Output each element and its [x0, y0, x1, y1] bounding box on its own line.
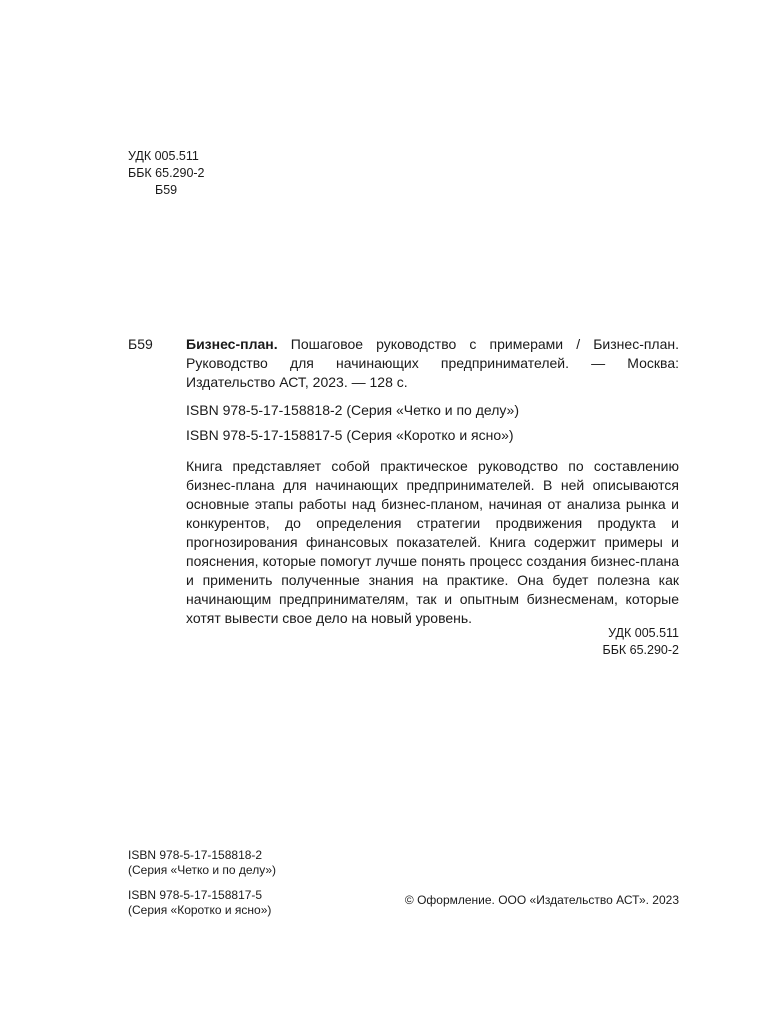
- bottom-classification-codes: [602, 625, 679, 659]
- isbn-line: ISBN 978-5-17-158817-5 (Серия «Коротко и ясно»): [186, 427, 514, 443]
- book-abstract: Книга представляет собой практическое руководство по составлению бизнес-плана для начинающих предпринимателей. В ней описываются основные этапы работы над бизнес-планом, начиная от анализа рынка и конкурентов, до определения стратегии продвижения продукта и прогнозирования финансовых показателей. Книга содержит примеры и пояснения, которые помогут лучше понять процесс создания бизнес-плана и применить полученные знания на практике. Она будет полезна как начинающим предпринимателям, так и опытным бизнесменам, которые хотят вывести свое дело на новый уровень.: [186, 458, 679, 626]
- book-description: Пошаговое руководство с примерами / Бизнес-план. Руководство для начинающих предпринимателей. — Москва: Издательство АСТ, 2023. — 128 с.: [186, 336, 680, 390]
- footer-series-2: (Серия «Коротко и ясно»): [128, 903, 272, 917]
- copyright-notice: © Оформление. ООО «Издательство АСТ». 2023: [404, 893, 679, 907]
- udc-code: УДК 005.511: [128, 149, 199, 163]
- isbn-list: [186, 401, 679, 451]
- footer-isbn-block: [128, 848, 276, 918]
- footer-isbn-2: ISBN 978-5-17-158817-5: [128, 888, 263, 902]
- isbn-line: ISBN 978-5-17-158818-2 (Серия «Четко и по делу»): [186, 402, 519, 418]
- footer-isbn-1: ISBN 978-5-17-158818-2: [128, 848, 263, 862]
- entry-author-mark: Б59: [128, 336, 153, 352]
- footer-series-1: (Серия «Четко и по делу»): [128, 863, 277, 877]
- bbk-code: ББК 65.290-2: [602, 643, 679, 657]
- bibliographic-entry: [186, 335, 679, 392]
- bbk-code: ББК 65.290-2: [128, 166, 205, 180]
- top-classification-codes: [128, 148, 205, 199]
- book-title: Бизнес-план.: [186, 336, 278, 352]
- udc-code: УДК 005.511: [608, 626, 679, 640]
- author-mark: Б59: [155, 183, 178, 197]
